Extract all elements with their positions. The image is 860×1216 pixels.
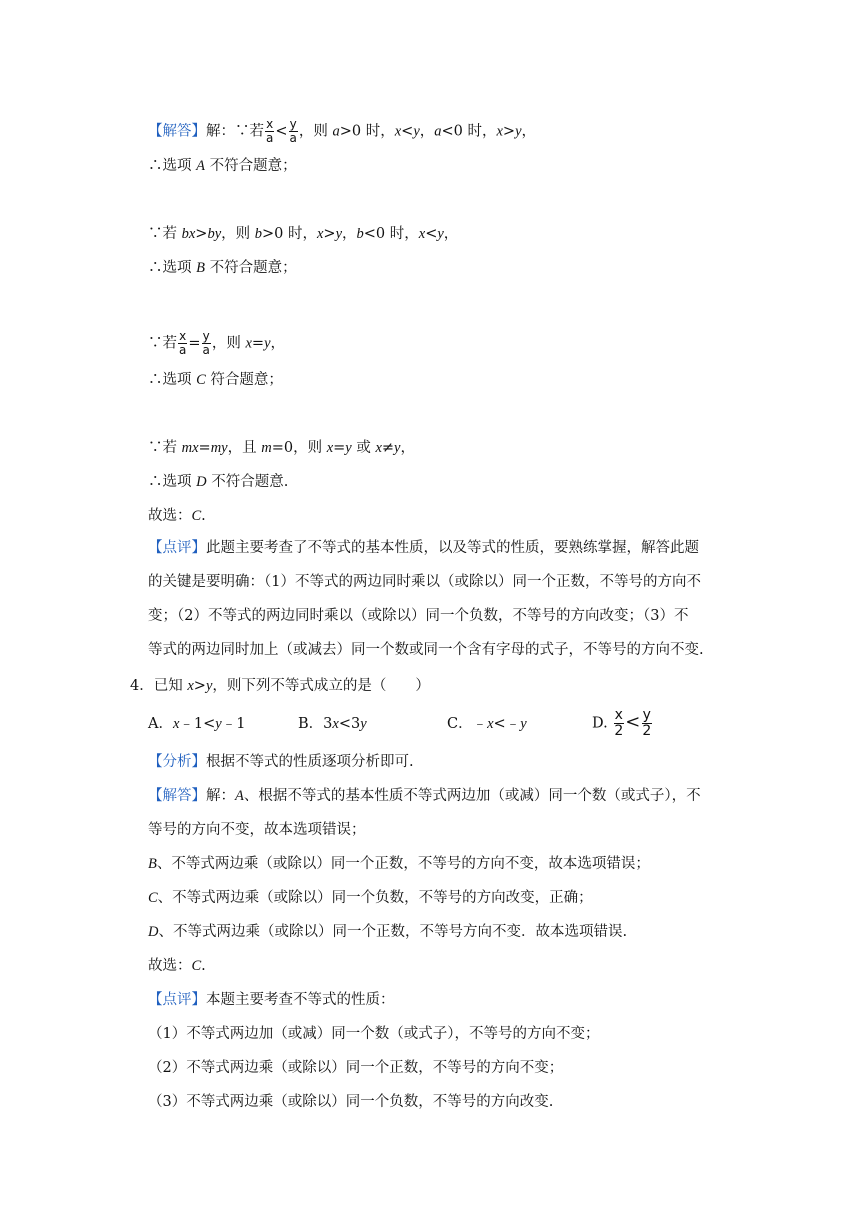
option-b: B．3x<3y [298,716,367,732]
comment4-tag: 【点评】 [148,992,206,1008]
answer4-line-2: 等号的方向不变，故本选项错误； [148,822,366,838]
answer-line-4: ∴选项 B 不符合题意； [148,260,297,276]
answer-line-3: ∵若 bx>by，则 b>0 时，x>y，b<0 时，x<y， [148,226,459,242]
comment4-point-1: （1）不等式两边加（或减）同一个数（或式子），不等号的方向不变； [148,1026,600,1042]
comment-tag: 【点评】 [148,540,206,556]
answer-line-1: 【解答】解：∵若 $\frac{x}{a}$ < $\frac{y}{a}$ ，则 a>0 时，x<y，a<0 时，x>y， [148,117,537,145]
comment-line-1: 【点评】此题主要考查了不等式的基本性质，以及等式的性质，要熟练掌握，解答此题 [148,540,699,556]
option-c: C．﹣x<﹣y [447,716,527,732]
comment-line-2: 的关键是要明确：（1）不等式的两边同时乘以（或除以）同一个正数，不等号的方向不 [148,574,701,590]
answer-line-7: ∵若 mx=my，且 m=0，则 x=y 或 x≠y， [148,440,415,456]
comment-line-4: 等式的两边同时加上（或减去）同一个数或同一个含有字母的式子，不等号的方向不变. [148,642,704,658]
comment-line-3: 变；（2）不等式的两边同时乘以（或除以）同一个负数，不等号的方向改变；（3）不 [148,608,689,624]
comment4-line-1: 【点评】本题主要考查不等式的性质： [148,992,395,1008]
question-4: 4．已知 x>y，则下列不等式成立的是（ ） [130,678,430,694]
answer4-line-4: C、不等式两边乘（或除以）同一个负数，不等号的方向改变，正确； [148,890,593,906]
fraction-x-over-a-2: $\frac{x}{a}$ [179,329,187,357]
option-d: D. $\frac{x}{2}$ < $\frac{y}{2}$ [592,707,652,739]
answer4-line-3: B、不等式两边乘（或除以）同一个正数，不等号的方向不变，故本选项错误； [148,856,650,872]
answer-line-6: ∴选项 C 符合题意； [148,372,283,388]
answer-line-2: ∴选项 A 不符合题意； [148,158,297,174]
fraction-y-over-2: $\frac{y}{2}$ [642,707,652,739]
fraction-x-over-a: $\frac{x}{a}$ [266,117,274,145]
analysis-tag: 【分析】 [148,754,206,770]
fraction-y-over-a-2: $\frac{y}{a}$ [202,329,210,357]
conclusion-line-4: 故选：C. [148,958,206,974]
answer4-line-1: 【解答】解：A、根据不等式的基本性质不等式两边加（或减）同一个数（或式子），不 [148,788,701,804]
option-a: A．x﹣1<y﹣1 [148,716,246,732]
answer-line-5: ∵若 $\frac{x}{a}$ = $\frac{y}{a}$ ，则 x=y， [148,329,286,357]
answer-line-8: ∴选项 D 不符合题意. [148,474,289,490]
comment4-point-2: （2）不等式两边乘（或除以）同一个正数，不等号的方向不变； [148,1060,564,1076]
answer4-tag: 【解答】 [148,788,206,804]
answer-tag: 【解答】 [148,123,206,140]
answer4-line-5: D、不等式两边乘（或除以）同一个正数，不等号方向不变．故本选项错误. [148,924,628,940]
fraction-x-over-2: $\frac{x}{2}$ [614,707,624,739]
fraction-y-over-a: $\frac{y}{a}$ [289,117,297,145]
comment4-point-3: （3）不等式两边乘（或除以）同一个负数，不等号的方向改变. [148,1094,554,1110]
analysis-line: 【分析】根据不等式的性质逐项分析即可. [148,754,414,770]
conclusion-line-3: 故选：C. [148,508,206,524]
